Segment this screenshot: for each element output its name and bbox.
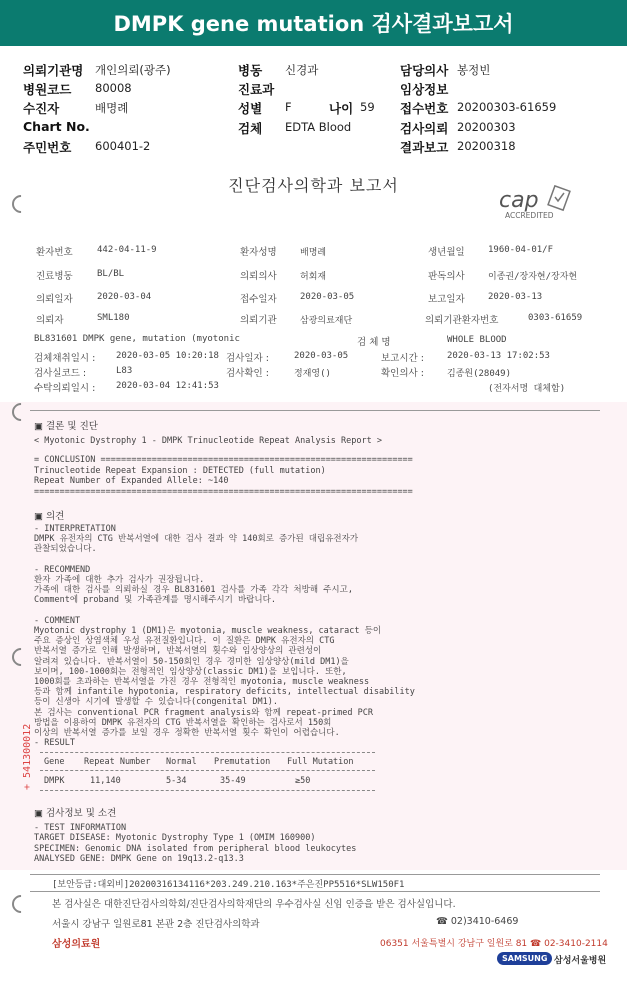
opinion-line: 이상의 반복서열 증가를 보일 경우 정확한 반복서열 횟수 확인이 어렵습니다. [34,728,340,738]
result-label: - RESULT [34,738,75,748]
header-value: 80008 [95,81,132,95]
info-value: 2020-03-05 [300,292,355,302]
header-value: 600401-2 [95,139,151,153]
section-testinfo-heading: ▣ 검사정보 및 소견 [34,808,117,819]
meta-label: 확인의사 : [381,368,424,379]
header-label: 성별 [238,101,263,116]
header-label: 접수번호 [400,101,449,116]
age-value: 59 [360,100,375,114]
conclusion-line: Repeat Number of Expanded Allele: ~140 [34,476,229,486]
opinion-line: 등이 신생아 시기에 발생할 수 있습니다(congenital DM1). [34,697,278,708]
opinion-line: - INTERPRETATION [34,524,116,534]
meta-value: 정재영() [294,369,331,379]
info-value: 허회재 [300,272,327,282]
divider [40,790,375,791]
opinion-line: 주요 증상인 상염색체 우성 유전질환입니다. 이 질환은 DMPK 유전자의 CTG [34,636,335,647]
info-value: 0303-61659 [528,313,583,323]
meta-label: 검체채취일시 : [34,353,96,364]
info-label: 환자번호 [36,247,73,258]
binder-hole [8,891,33,916]
header-value: F [285,100,292,114]
opinion-line: - COMMENT [34,615,81,626]
header-value: 신경과 [285,63,319,77]
header-label: Chart No. [23,119,90,134]
info-label: 환자성명 [240,247,277,258]
header-label: 병동 [238,63,263,78]
opinion-line: 알려져 있습니다. 반복서열이 50-150회인 경우 경미한 임상양상(mild DM1)을 [34,656,349,667]
header-label: 진료과 [238,82,275,97]
test-code-line: BL831601 DMPK gene, mutation (myotonic [34,334,240,344]
test-info-line: - TEST INFORMATION [34,823,127,833]
info-value: 442-04-11-9 [97,245,157,255]
header-value: 20200318 [457,139,516,153]
meta-label: 검사실코드 : [34,368,87,379]
info-value: 2020-03-04 [97,292,152,302]
header-label: 임상정보 [400,82,449,97]
opinion-line: 환자 가족에 대한 추가 검사가 권장됩니다. [34,575,205,585]
section-opinion-heading: ▣ 의견 [34,511,65,522]
opinion-line: 반복서열 증가로 인해 발생하며, 반복서열의 횟수와 임상양상의 관련성이 [34,646,322,657]
conclusion-line: ========================================================================== [34,486,413,497]
meta-value: 2020-03-05 [294,351,349,361]
meta-value: 김종원(28049) [447,369,512,379]
info-label: 의뢰일자 [36,294,73,305]
opinion-line: Myotonic dystrophy 1 (DM1)은 myotonia, muscle weakness, cataract 등이 [34,626,382,636]
info-value: 배명례 [300,248,327,258]
divider [30,891,600,892]
info-label: 생년월일 [428,247,465,258]
meta-label: 검사일자 : [226,353,269,364]
meta-value: 2020-03-13 17:02:53 [447,351,550,361]
test-info-line: TARGET DISEASE: Myotonic Dystrophy Type 1 (OMIM 160900) [34,833,316,844]
result-header-cell: Full Mutation [287,757,354,767]
opinion-line: Comment에 proband 및 가족관계를 명시해주시기 바랍니다. [34,595,276,606]
opinion-line: - RECOMMEND [34,564,91,575]
cap-logo-text: cap [499,188,539,213]
info-label: 의뢰자 [36,315,64,326]
info-label: 의뢰기관 [240,315,277,326]
opinion-line: 방법을 이용하여 DMPK 유전자의 CTG 반복서열을 확인하는 검사로서 150회 [34,717,332,728]
info-label: 의뢰기관환자번호 [425,315,499,326]
header-value: 봉정빈 [457,63,491,77]
test-info-line: SPECIMEN: Genomic DNA isolated from peripheral blood leukocytes [34,843,357,854]
info-value: 삼광의료재단 [300,316,353,326]
meta-value: L83 [116,366,133,376]
header-label: 병원코드 [23,82,72,97]
header-label: 담당의사 [400,63,449,78]
samsung-hospital-name: 삼성서울병원 [554,956,607,966]
opinion-line: 1000회를 초과하는 반복서열을 가진 경우 전형적인 myotonia, muscle weakness [34,677,370,687]
header-label: 검사의뢰 [400,121,449,136]
security-line: [보안등급:대외비]20200316134116*203.249.210.163*주은진PP5516*SLW150F1 [52,880,405,890]
result-cell: DMPK [44,776,65,786]
divider [30,874,600,875]
header-label: 결과보고 [400,140,449,155]
header-label: 주민번호 [23,140,72,155]
footer-address: 06351 서울특별시 강남구 일원로 81 ☎ 02-3410-2114 [380,939,608,949]
divider [40,752,375,753]
info-label: 보고일자 [428,294,465,305]
info-value: 2020-03-13 [488,292,543,302]
result-cell: ≥50 [295,776,311,786]
info-value: 1960-04-01/F [488,245,554,255]
test-info-line: ANALYSED GENE: DMPK Gene on 19q13.2-q13.3 [34,853,244,864]
header-value: 20200303 [457,120,516,134]
result-header-cell: Repeat Number [84,757,151,767]
info-value: 이종권/장자현/장자현 [488,272,578,282]
header-label: 의뢰기관명 [23,63,84,78]
meta-label: 보고시간 : [381,353,424,364]
side-barcode-number: + 541300012 [22,723,33,790]
conclusion-line: Trinucleotide Repeat Expansion : DETECTED (full mutation) [34,465,326,476]
info-label: 진료병동 [36,271,73,282]
report-subtitle: < Myotonic Dystrophy 1 - DMPK Trinucleotide Repeat Analysis Report > [34,436,382,446]
meta-label: 수탁의뢰일시 : [34,383,96,394]
meta-value: (전자서명 대체함) [488,384,566,394]
info-label: 접수일자 [240,294,277,305]
meta-value: 2020-03-05 10:20:18 [116,351,219,361]
header-label: 수진자 [23,101,60,116]
certification-line: 본 검사실은 대한진단검사의학회/진단검사의학재단의 우수검사실 신임 인증을 받은 검사실입니다. [52,899,456,910]
info-value: BL/BL [97,269,125,279]
opinion-line: 가족에 대한 검사를 의뢰하실 경우 BL831601 검사를 가족 각각 처방해 주시고, [34,585,353,596]
result-cell: 11,140 [90,776,121,786]
report-title: DMPK gene mutation 검사결과보고서 [113,12,514,36]
specimen-value: WHOLE BLOOD [447,335,507,345]
header-value: 20200303-61659 [457,100,557,114]
header-value: 개인의뢰(광주) [95,63,171,77]
age-label: 나이 [329,101,354,116]
opinion-line: DMPK 유전자의 CTG 반복서열에 대한 검사 결과 약 140회로 증가된 대립유전자가 [34,534,359,545]
divider [40,770,375,771]
specimen-label: 검 체 명 [357,337,391,348]
opinion-line: 등과 함께 infantile hypotonia, respiratory deficits, intellectual disability [34,687,415,698]
opinion-line: 관찰되었습니다. [34,544,97,555]
meta-value: 2020-03-04 12:41:53 [116,381,219,391]
footer-hospital-left: 삼성의료원 [52,939,101,950]
result-header-cell: Premutation [214,757,271,767]
opinion-line: 보이며, 100-1000회는 전형적인 임상양상(classic DM1)을 보입니다. 또한, [34,666,347,677]
document-title: 진단검사의학과 보고서 [228,176,399,195]
report-banner [0,0,627,46]
header-label: 검체 [238,121,263,136]
meta-label: 검사확인 : [226,368,269,379]
samsung-logo: SAMSUNG [497,952,552,965]
info-label: 의뢰의사 [240,271,277,282]
cap-accredited-text: ACCREDITED [505,211,554,220]
header-value: EDTA Blood [285,120,352,134]
cap-accredited-logo [497,185,577,221]
phone-line: ☎ 02)3410-6469 [436,916,519,927]
address-line: 서울시 강남구 일원로81 본관 2층 진단검사의학과 [52,919,260,930]
section-conclusion-heading: ▣ 결론 및 진단 [34,421,98,432]
divider [30,410,600,411]
info-label: 판독의사 [428,271,465,282]
result-header-cell: Gene [44,757,65,767]
info-value: SML180 [97,313,130,323]
result-cell: 5-34 [166,776,187,786]
header-value: 배명례 [95,101,129,115]
result-cell: 35-49 [220,776,246,786]
result-header-cell: Normal [166,757,197,767]
opinion-line: 본 검사는 conventional PCR fragment analysis와 함께 repeat-primed PCR [34,707,373,718]
conclusion-line: = CONCLUSION ============================================================= [34,455,413,465]
